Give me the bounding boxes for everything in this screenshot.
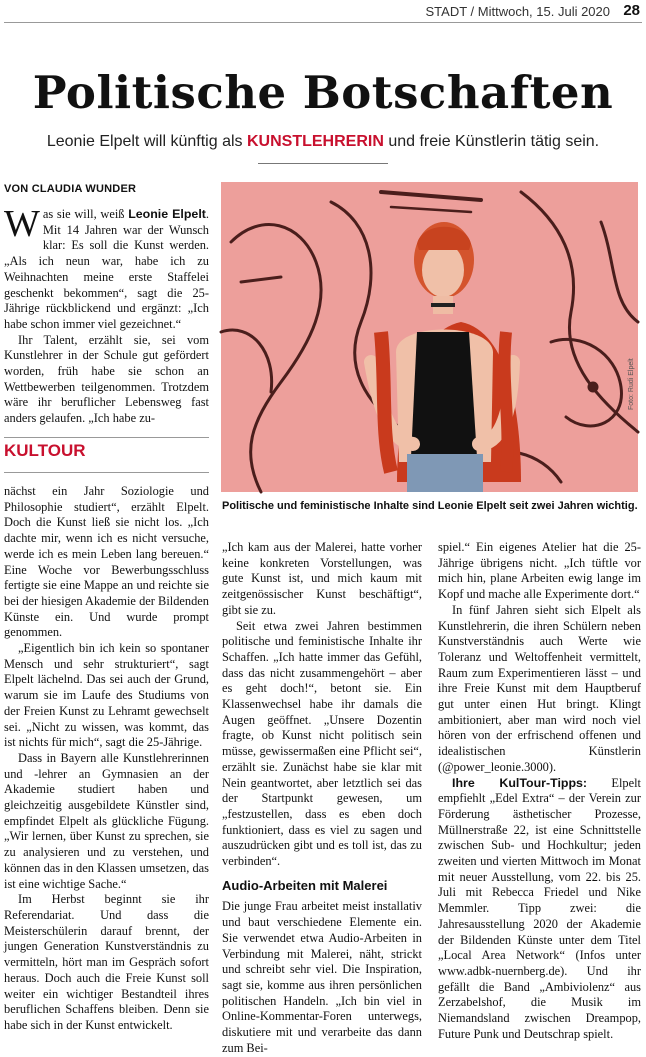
artist-photo [221,182,638,492]
page-header [0,0,646,24]
kultour-label: KULTOUR [4,437,209,473]
headline: Politische Botschaften [32,66,614,119]
paragraph: In fünf Jahren sieht sich Elpelt als Kunstlehrerin, die ihren Schülern neben Kunstverständnis auch Werte wie Toleranz und Weltoffenheit vermittelt, Raum zum Experimentieren lässt – und ihre Freie Kunst mit dem Hauptberuf gut unter einen Hut bringt. Klingt ambitioniert, aber man wird noch viel hören von der erfrischend offenen und idealistischen Künstlerin (@power_leonie.3000). [438,602,641,774]
article-column-1 [4,203,209,427]
article-column-3 [222,540,422,1057]
photo-credit: Foto: Rudi Elpelt [628,358,635,410]
paragraph: Ihr Talent, erzählt sie, sei vom Kunstlehrer in der Schule gut gefördert worden, früh habe sie schon an Wettbewerben teilgenommen. Trotzdem wäre ihr beruflicher Lebensweg fast anders gelaufen. „Ich habe zu- [4,332,209,426]
article-column-4 [438,540,641,1043]
photo-illustration [221,182,638,492]
subheading: Audio-Arbeiten mit Malerei [222,877,388,893]
subtitle [0,133,646,151]
subtitle-after: und freie Künstlerin tätig sein. [388,133,600,150]
section-date: STADT / Mittwoch, 15. Juli 2020 [425,4,610,19]
subtitle-before: Leonie Elpelt will künftig als [46,133,243,150]
subtitle-rule [258,163,388,164]
paragraph: Was sie will, weiß Leonie Elpelt. Mit 14 Jahren war der Wunsch klar: Es soll die Kunst werden. „Als ich neun war, habe ich zu Weihnachten meine erste Staffelei geschenkt bekommen“, sagt die 25-Jährige rückblickend und ergänzt: „Ich habe schon immer viel gezeichnet.“ [4,203,209,331]
header-rule [4,22,642,23]
photo-caption: Politische und feministische Inhalte sind Leonie Elpelt seit zwei Jahren wichtig. [222,500,638,512]
paragraph: Dass in Bayern alle Kunstlehrerinnen und -lehrer an Gymnasien an der Akademie studiert haben und gleichzeitig ausgebildete Künstler sind, empfindet Elpelt als glückliche Fügung. „Wir lernen, über Kunst zu sprechen, sie zu analysieren und zu verstehen, und können das in den Klassen umsetzen, das ist eine wichtige Sache.“ [4,750,209,891]
tips-paragraph: Ihre KulTour-Tipps: Elpelt empfiehlt „Edel Extra“ – der Verein zur Förderung ästhetischer Prozesse, Müllnerstraße 22, ist eine Schnittstelle zwischen Sub- und Hochkultur; jeden zweiten und vierten Mittwoch im Monat mit neuer Ausstellung, vom 22. bis 25. Juli mit Rebecca Friedel und Nike Memmler. Tipp zwei: die Jahresausstellung 2020 der Akademie der Bildenden Künste unter dem Titel „Local Area Network“ (Infos unter www.adbk-nuernberg.de). Und ihr gefällt die Band „Ambiviolenz“ aus Zerzabelshof, die Musik im Niemandsland zwischen Dreampop, Future Punk und Deutschrap spielt. [438,775,641,1041]
paragraph: nächst ein Jahr Soziologie und Philosophie studiert“, erzählt Elpelt. Doch die Kunst ließ sie nicht los. „Ich dachte mir, wenn ich es nicht versuche, werde ich es mein Leben lang bereuen.“ Eine Woche vor Bewerbungsschluss fertigte sie eine Mappe an und reichte sie bei der hiesigen Akademie der Bildenden Künste ein. Und wurde prompt genommen. [4,484,209,640]
byline: VON CLAUDIA WUNDER [4,183,137,195]
page-number: 28 [623,2,640,19]
paragraph: „Eigentlich bin ich kein so spontaner Mensch und sehr strukturiert“, sagt Elpelt lächelnd. Das sei auch der Grund, warum sie im Laufe des Studiums von der Freien Kunst zu Lehramt gewechselt sei. „Nicht zu wissen, was kommt, das ist nichts für mich“, sagt die 25-Jährige. [4,641,209,750]
paragraph: Die junge Frau arbeitet meist installativ und baut verschiedene Elemente ein. Sie verwendet etwa Audio-Arbeiten in Verbindung mit Malerei, näht, strickt und schreibt sehr viel. Die Inspiration, sagt sie, komme aus ihren persönlichen politischen Handeln. „Ich bin viel in Online-Kommentar-Foren unterwegs, diskutiere mit und verarbeite das dann zum Bei- [222,899,422,1055]
subtitle-highlight: KUNSTLEHRERIN [246,133,384,150]
paragraph: Seit etwa zwei Jahren bestimmen politische und feministische Inhalte ihr Schaffen. „Ich hatte immer das Gefühl, dass das nicht zusammengehört – aber es geht doch!“, betont sie. Ein Klassenwechsel habe ihr damals die Augen geöffnet. „Unsere Dozentin fragte, ob Kunst nicht politisch sein müsse, gewissermaßen eine Pflicht sei“, erzählt sie. Zunächst habe sie klar mit Nein geantwortet, aber letztlich sei das der Startpunkt gewesen, um „festzustellen, dass es eben doch funktioniert, dass es viel zu sagen und auszudrücken gibt und es toll ist, das zu verbinden“. [222,618,422,869]
dropcap: W [4,203,40,245]
paragraph: spiel.“ Ein eigenes Atelier hat die 25-Jährige übrigens nicht. „Ich tüftle vor mich hin, plane Arbeiten ewig lange im Kopf und mache alle Experimente dort.“ [438,540,641,602]
article-column-2 [4,484,209,1034]
paragraph: „Ich kam aus der Malerei, hatte vorher keine konkreten Vorstellungen, was gute Kunst ist, und mich kaum mit zeitgenössischer Kunst beschäftigt“, gibt sie zu. [222,540,422,617]
tips-label: Ihre KulTour-Tipps: [452,775,588,790]
person-name: Leonie Elpelt [128,207,206,221]
paragraph: Im Herbst beginnt sie ihr Referendariat. Und dass die Meisterschülerin darauf brennt, der jungen Generation Kunstverständnis zu vermitteln, hört man im Gespräch sofort heraus. Doch auch die Freie Kunst soll weiter ein wichtiger Bestandteil ihres beruflichen Schaffens bleiben. Denn sie habe sich in der Kunst entwickelt. [4,892,209,1032]
